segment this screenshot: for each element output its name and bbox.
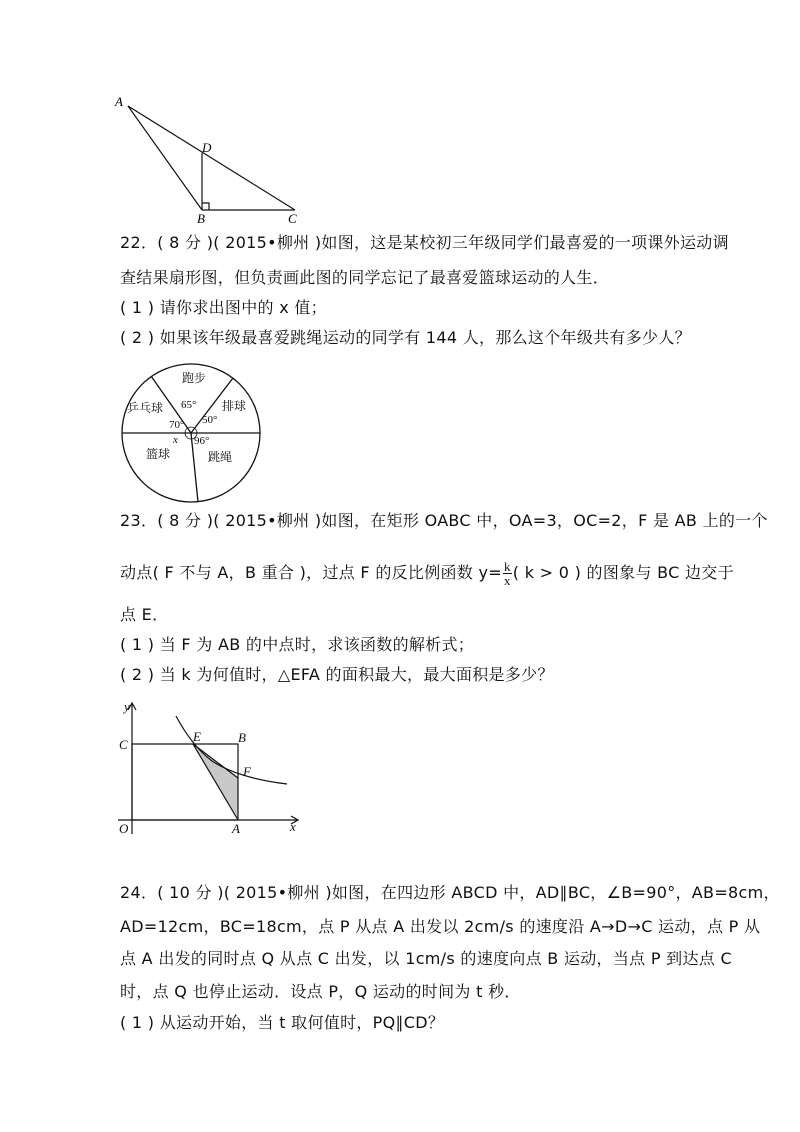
q23-line2: [120, 560, 734, 587]
triangle-figure: [110, 92, 310, 224]
pie-chart-figure: [118, 360, 268, 510]
q23-line2-end: ( k > 0 ) 的图象与 BC 边交于: [512, 563, 734, 582]
q23-line1: 23．( 8 分 )( 2015•柳州 )如图，在矩形 OABC 中，OA=3，OC=2，F 是 AB 上的一个: [120, 511, 768, 530]
label-f: F: [243, 764, 251, 779]
segment-ab: [128, 106, 202, 210]
fraction-denominator: x: [503, 573, 511, 588]
q22-part2: ( 2 ) 如果该年级最喜爱跳绳运动的同学有 144 人，那么这个年级共有多少人？: [120, 328, 691, 347]
angle-pingpong: 70°: [169, 419, 185, 431]
label-x: x: [290, 819, 296, 834]
q23-part1: ( 1 ) 当 F 为 AB 的中点时，求该函数的解析式；: [120, 635, 475, 654]
k-over-x-fraction: [503, 560, 512, 587]
sector-run: 跑步: [182, 371, 207, 385]
sector-pingpong: 乒乓球: [127, 401, 164, 415]
label-d: D: [202, 140, 212, 155]
label-e: E: [193, 729, 201, 744]
angle-volleyball: 50°: [202, 414, 218, 426]
q22-line2: 查结果扇形图，但负责画此图的同学忘记了最喜爱篮球运动的人生．: [120, 268, 610, 287]
q24-line4: 时，点 Q 也停止运动．设点 P，Q 运动的时间为 t 秒．: [120, 982, 521, 1001]
q22-part1: ( 1 ) 请你求出图中的 x 值；: [120, 298, 327, 317]
label-a: A: [115, 94, 123, 109]
q23-part2: ( 2 ) 当 k 为何值时，△EFA 的面积最大，最大面积是多少？: [120, 665, 554, 684]
q24-line1: 24．( 10 分 )( 2015•柳州 )如图，在四边形 ABCD 中，AD∥BC，∠B=90°，AB=8cm，: [120, 883, 780, 902]
label-c: C: [119, 737, 128, 752]
angle-x: x: [173, 434, 178, 446]
angle-run: 65°: [181, 399, 197, 411]
label-b: B: [197, 211, 205, 224]
q24-line2: AD=12cm，BC=18cm，点 P 从点 A 出发以 2cm/s 的速度沿 A→D→C 运动，点 P 从: [120, 917, 761, 936]
q22-line1: 22．( 8 分 )( 2015•柳州 )如图，这是某校初三年级同学们最喜爱的一项课外运动调: [120, 233, 729, 252]
label-o: O: [119, 821, 129, 836]
label-a: A: [232, 821, 240, 836]
sector-basketball: 篮球: [146, 447, 171, 461]
label-b: B: [238, 730, 246, 745]
sector-rope: 跳绳: [208, 450, 233, 464]
q24-part1: ( 1 ) 从运动开始，当 t 取何值时，PQ∥CD？: [120, 1013, 445, 1032]
q23-line3: 点 E．: [120, 605, 169, 624]
right-angle-mark: [202, 203, 209, 210]
angle-rope: 96°: [194, 435, 210, 447]
segment-ac: [128, 106, 295, 210]
label-c: C: [288, 211, 297, 224]
rectangle-hyperbola-figure: [112, 698, 312, 838]
sector-volleyball: 排球: [222, 399, 247, 413]
label-y: y: [124, 699, 130, 714]
fraction-numerator: k: [503, 559, 511, 574]
q23-line2-start: 动点( F 不与 A，B 重合 )，过点 F 的反比例函数 y=: [120, 563, 502, 582]
q24-line3: 点 A 出发的同时点 Q 从点 C 出发，以 1cm/s 的速度向点 B 运动，当点 P 到达点 C: [120, 949, 732, 968]
